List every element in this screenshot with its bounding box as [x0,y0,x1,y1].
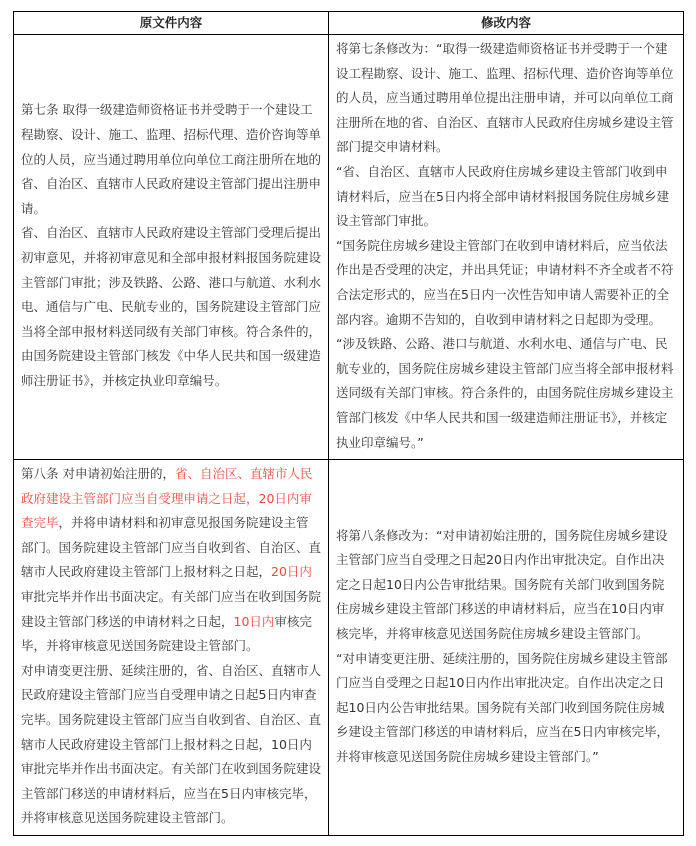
table-row-article-7 [14,35,684,460]
paragraph: “省、自治区、直辖市人民政府住房城乡建设主管部门收到申请材料后，应当在5日内将全部申请材料报国务院住房城乡建设主管部门审批。 [336,163,669,229]
paragraph: “涉及铁路、公路、港口与航道、水利水电、通信与广电、民航专业的，国务院住房城乡建设主管部门应当将全部申报材料送同级有关部门审核。符合条件的，由国务院住房城乡建设主管部门核发《中华人民共和国一级建造师注册证书》，并核定执业印章编号。” [336,336,674,450]
revised-cell [329,35,684,460]
header-row [14,12,684,35]
paragraph: “国务院住房城乡建设主管部门在收到申请材料后，应当依法作出是否受理的决定，并出具凭证；申请材料不齐全或者不符合法定形式的，应当在5日内一次性告知申请人需要补正的全部内容。逾期不告知的，自收到申请材料之日起即为受理。 [336,237,674,327]
highlighted-text: 省、自治区、直辖市人民政府建设主管部门应当自受理申请之日起，20日内审查完毕 [21,466,313,531]
highlighted-text: 10日内 [233,613,275,629]
text-segment: 第八条 对申请初始注册的， [21,466,175,482]
revised-cell [329,460,684,836]
table-row-article-8 [14,460,684,836]
text-segment: 审核完毕，并将审核意见送国务院建设主管部门。 [21,613,312,654]
text-segment: 审批完毕并作出书面决定。有关部门应当在收到国务院建设主管部门移送的申请材料之日起， [21,589,322,629]
text-segment: ，并将申请材料和初审意见报国务院建设主管部门。国务院建设主管部门应当自收到省、自治区、直辖市人民政府建设主管部门上报材料之日起， [21,515,322,580]
paragraph [21,462,321,659]
original-cell [14,460,329,836]
paragraph [21,98,321,221]
comparison-table [13,11,684,836]
text-segment: 省、自治区、直辖市人民政府建设主管部门受理后提出初审意见，并将初审意见和全部申报材料报国务院建设主管部门审批；涉及铁路、公路、港口与航道、水利水电、通信与广电、民航专业的，国务院建设主管部门应当将全部申报材料送同级有关部门审核。符合条件的，由国务院建设主管部门核发《中华人民共和国一级建造师注册证书》，并核定执业印章编号。 [21,225,322,389]
highlighted-text: 20日内 [271,564,312,580]
text-segment: 对申请变更注册、延续注册的，省、自治区、直辖市人民政府建设主管部门应当自受理申请之日起5日内审查完毕。国务院建设主管部门应当自收到省、自治区、直辖市人民政府建设主管部门上报材料之日起，10日内审批完毕并作出书面决定。有关部门在收到国务院建设主管部门移送的申请材料后，应当在5日内审核完毕，并将审核意见送国务院建设主管部门。 [21,662,322,826]
original-cell [14,35,329,460]
paragraph [21,221,321,393]
text-segment: 第七条 取得一级建造师资格证书并受聘于一个建设工程勘察、设计、施工、监理、招标代理、造价咨询等单位的人员，应当通过聘用单位向单位工商注册所在地的省、自治区、直辖市人民政府建设主管部门提出注册申请。 [21,102,322,216]
header-original: 原文件内容 [14,12,329,35]
header-revised: 修改内容 [329,12,684,35]
paragraph [21,659,321,831]
paragraph: 将第八条修改为：“对申请初始注册的，国务院住房城乡建设主管部门应当自受理之日起20日内作出审批决定。自作出决定之日起10日内公告审批结果。国务院有关部门收到国务院住房城乡建设主管部门移送的申请材料后，应当在10日内审核完毕，并将审核意见送国务院住房城乡建设主管部门。 [336,527,668,641]
paragraph: “对申请变更注册、延续注册的，国务院住房城乡建设主管部门应当自受理之日起10日内作出审批决定。自作出决定之日起10日内公告审批结果。国务院有关部门收到国务院住房城乡建设主管部门移送的申请材料后，应当在5日内审核完毕，并将审核意见送国务院住房城乡建设主管部门。” [336,650,669,764]
paragraph: 将第七条修改为：“取得一级建造师资格证书并受聘于一个建设工程勘察、设计、施工、监理、招标代理、造价咨询等单位的人员，应当通过聘用单位提出注册申请，并可以向单位工商注册所在地的省、自治区、直辖市人民政府住房城乡建设主管部门提交申请材料。 [336,41,674,155]
